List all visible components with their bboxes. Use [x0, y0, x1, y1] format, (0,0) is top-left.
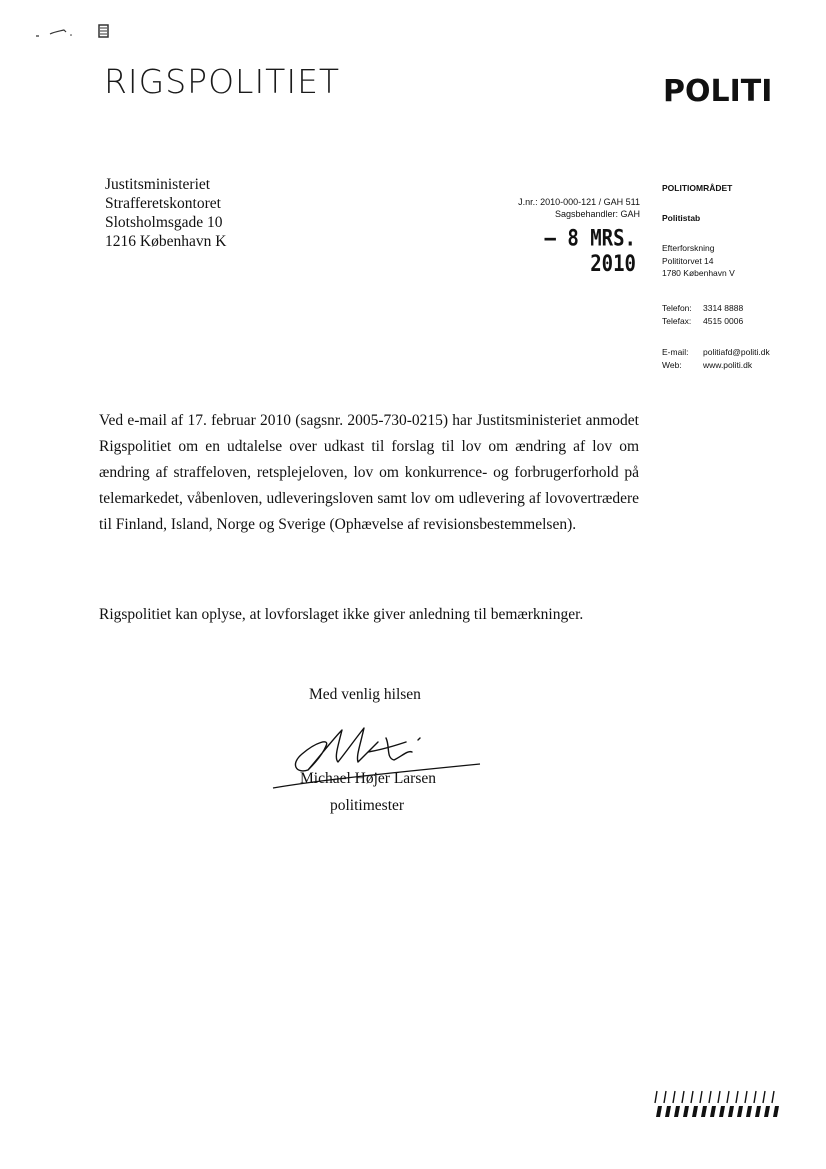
barcode-bar: [655, 1091, 657, 1103]
recipient-line: 1216 København K: [105, 233, 227, 250]
barcode-bar: [691, 1091, 693, 1103]
sender-phone-block: [662, 302, 743, 327]
barcode-bar: [709, 1091, 711, 1103]
politi-logo: POLITI: [663, 74, 773, 109]
barcode-bar: [755, 1106, 761, 1117]
barcode-bar: [692, 1106, 698, 1117]
barcode-bar: [664, 1091, 666, 1103]
reference-block: [440, 196, 640, 220]
barcode-bar: [746, 1106, 752, 1117]
barcode-bar: [656, 1106, 662, 1117]
email-label: E-mail:: [662, 347, 689, 357]
barcode-bar: [673, 1091, 675, 1103]
sender-area: POLITIOMRÅDET: [662, 183, 733, 193]
barcode-bar: [763, 1091, 765, 1103]
sender-address-line: 1780 København V: [662, 268, 735, 278]
body-paragraph-2: Rigspolitiet kan oplyse, at lovforslaget ikke giver anledning til bemærkninger.: [99, 606, 584, 623]
phone-label: Telefon:: [662, 303, 692, 313]
organization-title: RIGSPOLITIET: [104, 62, 341, 101]
sender-address-line: Efterforskning: [662, 243, 715, 253]
barcode-bar: [674, 1106, 680, 1117]
date-stamp: – 8 MRS. 2010: [544, 226, 636, 277]
barcode-bar: [737, 1106, 743, 1117]
barcode: [653, 1089, 783, 1119]
email-address: politiafd@politi.dk: [703, 347, 770, 357]
recipient-address: [105, 175, 226, 251]
barcode-bar: [682, 1091, 684, 1103]
case-handler: Sagsbehandler: GAH: [554, 209, 640, 219]
barcode-bar: [727, 1091, 729, 1103]
sender-address-line: Polititorvet 14: [662, 255, 714, 266]
barcode-bar: [683, 1106, 689, 1117]
web-address: www.politi.dk: [703, 359, 753, 370]
fax-label: Telefax:: [662, 315, 692, 326]
barcode-bar: [701, 1106, 707, 1117]
fax-number: 4515 0006: [703, 315, 744, 326]
sender-unit: Politistab: [662, 213, 701, 223]
signer-title: politimester: [330, 797, 405, 814]
sender-address: [662, 242, 735, 280]
barcode-bar: [772, 1091, 774, 1103]
barcode-bar: [754, 1091, 756, 1103]
recipient-line: Strafferetskontoret: [105, 195, 221, 212]
barcode-bar: [665, 1106, 671, 1117]
barcode-bar: [718, 1091, 720, 1103]
scan-artifact-mark: [30, 22, 120, 42]
body-paragraph-1: Ved e-mail af 17. februar 2010 (sagsnr. 2005-730-0215) har Justitsministeriet anmodet Rigspolitiet om en udtalelse over udkast til forslag til lov om ændring af lov om ændring af straffeloven, retsplejeloven, lov om konkurrence- og forbrugerforhold på telemarkedet, våbenloven, udleveringsloven samt lov om udlevering af lovovertrædere til Finland, Island, Norge og Sverige (Ophævelse af revisionsbestemmelsen).: [99, 412, 639, 533]
phone-number: 3314 8888: [703, 303, 744, 313]
barcode-bar: [764, 1106, 770, 1117]
barcode-bar: [700, 1091, 702, 1103]
closing-greeting: Med venlig hilsen: [309, 686, 421, 703]
journal-number: J.nr.: 2010-000-121 / GAH 511: [518, 197, 640, 207]
barcode-bar: [728, 1106, 734, 1117]
barcode-bar: [719, 1106, 725, 1117]
recipient-line: Slotsholmsgade 10: [105, 214, 223, 231]
barcode-bar: [736, 1091, 738, 1103]
web-label: Web:: [662, 359, 682, 370]
sender-contact-block: [662, 346, 770, 371]
barcode-bar: [710, 1106, 716, 1117]
recipient-line: Justitsministeriet: [105, 176, 211, 193]
barcode-bar: [773, 1106, 779, 1117]
signer-name: Michael Højer Larsen: [300, 770, 436, 787]
barcode-bar: [745, 1091, 747, 1103]
